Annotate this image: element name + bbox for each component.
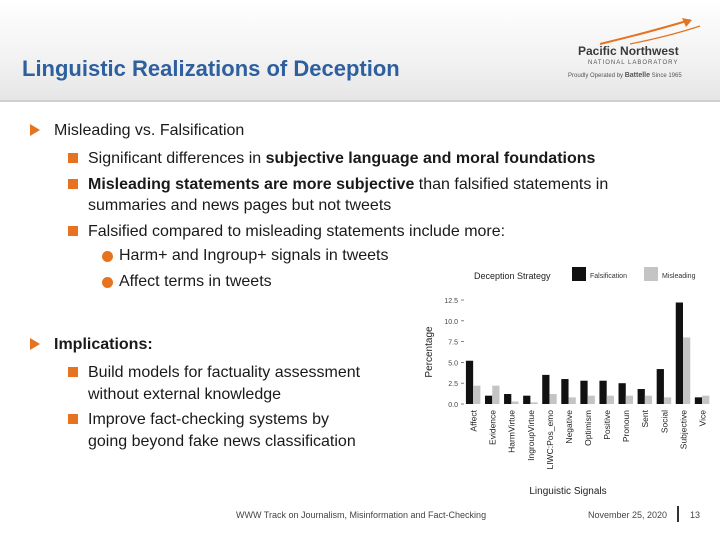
logo-operated-prefix: Proudly Operated by [568,73,624,79]
logo-operated-suffix: Since 1965 [651,73,682,79]
y-tick-label: 12.5 [444,298,458,305]
footer-date: November 25, 2020 [588,510,668,520]
bullet-implications [30,336,153,354]
x-tick-label: Vice [697,410,708,427]
legend-title: Deception Strategy [474,271,551,281]
sub-bullet-text: Falsified compared to misleading statements include more: [88,223,506,240]
tweets-bar-chart [410,262,720,502]
y-tick-label: 10.0 [444,318,458,326]
bar-falsification-10 [657,369,664,404]
bullet-misleading-vs-falsification [30,122,244,140]
sub-bullet-text: Significant differences in [88,150,266,167]
y-tick-label: 7.5 [448,339,458,347]
footer-separator [677,506,679,522]
bar-misleading-5 [569,397,576,404]
legend-label-0: Falsification [590,273,627,280]
y-tick-label: 2.5 [448,381,458,389]
square-bullet-icon [68,153,78,163]
bar-falsification-3 [523,396,530,404]
arrow-bullet-icon [30,338,40,350]
sub-sub-bullet-text: Affect terms in tweets [119,273,272,290]
logo-name: Pacific Northwest [578,44,679,58]
x-tick-label: Sent [640,410,651,428]
x-tick-label: Social [659,410,670,434]
bar-misleading-3 [530,402,537,404]
logo-operated-by [568,72,682,79]
bar-falsification-12 [695,397,702,404]
square-bullet-icon [68,226,78,236]
bar-falsification-6 [580,381,587,404]
bar-misleading-10 [664,397,671,404]
x-tick-label: Evidence [487,410,498,445]
legend-swatch-0 [572,267,586,281]
logo-subtitle: NATIONAL LABORATORY [588,60,679,66]
plot-area [464,298,712,404]
sub-bullet-text: summaries and news pages but not tweets [88,197,392,214]
sub-bullet-bold-text: Misleading statements are more subjective [88,176,415,193]
x-tick-label: IngroupVirtue [525,410,536,461]
bar-falsification-0 [466,361,473,404]
square-bullet-icon [68,414,78,424]
bar-misleading-1 [492,386,499,404]
bullet-text: Implications: [54,336,153,353]
x-tick-label: HarmVirtue [506,410,517,453]
circle-bullet-icon [102,251,113,262]
x-tick-label: Pronoun [621,410,632,443]
bar-misleading-9 [645,396,652,404]
header-rule [0,100,720,102]
x-tick-label: LIWC:Pos_emo [544,410,555,470]
x-tick-label: Affect [468,410,479,432]
bar-misleading-11 [683,337,690,404]
sub-bullet-text: without external knowledge [88,386,282,403]
bar-falsification-7 [599,381,606,404]
sub-bullet-text: going beyond fake news classification [88,433,356,450]
x-tick-label: Optimism [583,410,593,446]
sub-sub-bullet-text: Harm+ and Ingroup+ signals in tweets [119,247,389,264]
x-tick-label: Subjective [678,410,689,450]
bar-misleading-7 [607,396,614,404]
bar-falsification-9 [638,389,645,404]
sub-bullet-bold-text: subjective language and moral foundations [265,150,596,167]
page-number: 13 [690,510,701,520]
circle-bullet-icon [102,277,113,288]
x-axis-label: Linguistic Signals [529,486,607,497]
bar-falsification-5 [561,379,568,404]
bar-misleading-6 [588,396,595,404]
y-tick-label: 0.0 [448,402,458,409]
bar-falsification-2 [504,394,511,404]
footer-venue: WWW Track on Journalism, Misinformation and Fact-Checking [236,510,487,520]
pnnl-logo [560,18,710,88]
sub-bullet-text: than falsified statements in [414,176,609,193]
bullet-text: Misleading vs. Falsification [54,122,245,139]
y-axis-label: Percentage [424,326,435,378]
logo-operated-org: Battelle [624,72,650,79]
x-tick-label: Negative [563,410,574,444]
bar-falsification-8 [619,383,626,404]
sub-bullet-text: Build models for factuality assessment [88,364,361,381]
legend-swatch-1 [644,267,658,281]
bar-falsification-1 [485,396,492,404]
bar-misleading-4 [549,394,556,404]
square-bullet-icon [68,367,78,377]
arrow-bullet-icon [30,124,40,136]
x-tick-label: Positive [602,410,613,440]
bar-misleading-2 [511,402,518,404]
square-bullet-icon [68,179,78,189]
bar-falsification-4 [542,375,549,404]
y-tick-label: 5.0 [448,360,458,368]
bar-misleading-8 [626,396,633,404]
slide-title: Linguistic Realizations of Deception [22,56,400,81]
bar-falsification-11 [676,302,683,404]
bar-misleading-12 [702,396,709,404]
legend-label-1: Misleading [662,273,696,280]
sub-bullet-text: Improve fact-checking systems by [88,411,329,428]
bar-misleading-0 [473,386,480,404]
